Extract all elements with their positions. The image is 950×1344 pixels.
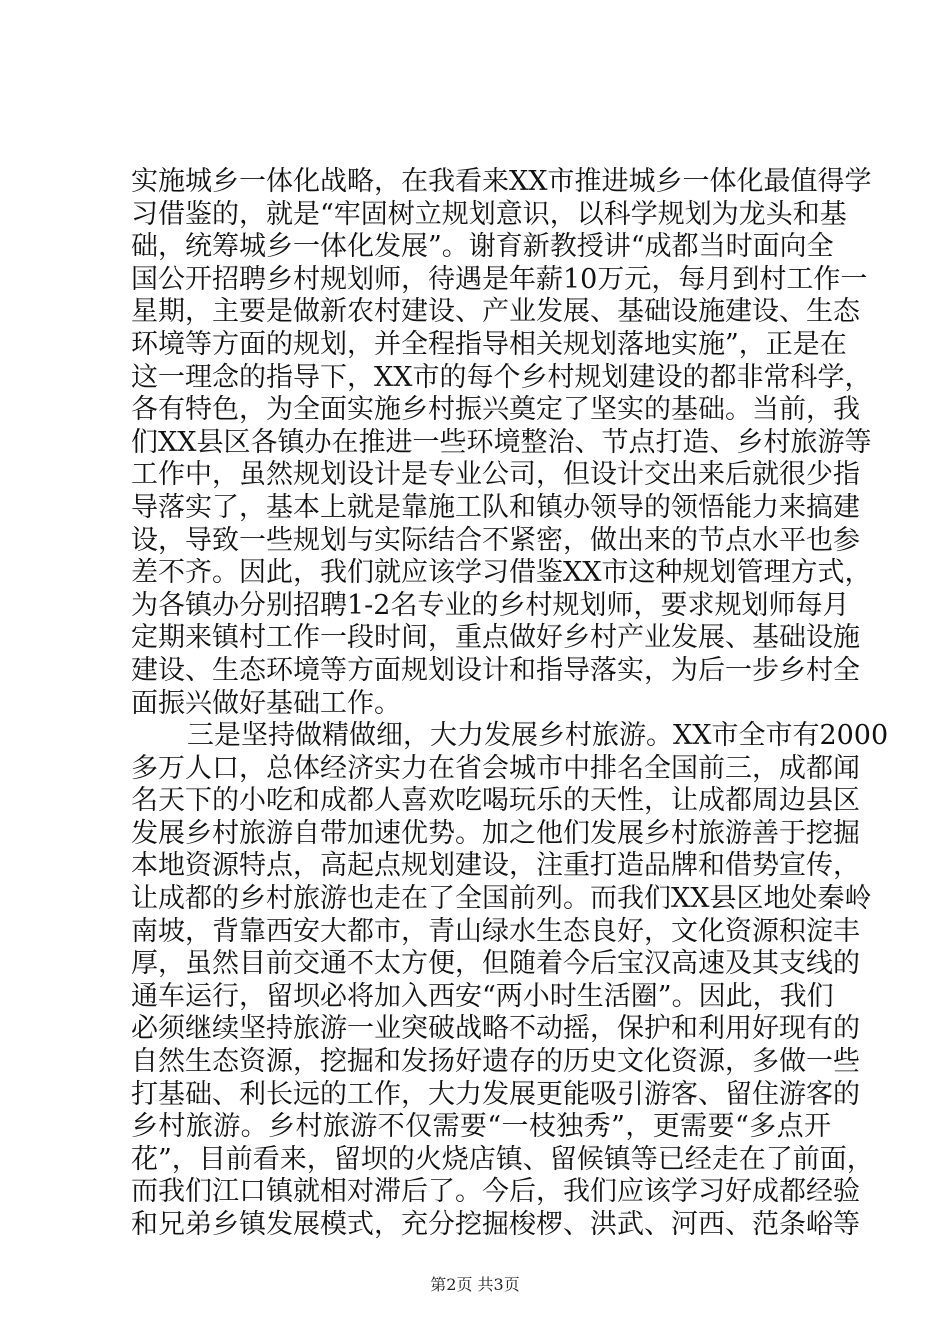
text-line: 环境等方面的规划，并全程指导相关规划落地实施”，正是在	[131, 328, 847, 360]
text-line: 名天下的小吃和成都人喜欢吃喝玩乐的天性，让成都周边县区	[131, 785, 860, 817]
text-line: 自然生态资源，挖掘和发扬好遗存的历史文化资源，多做一些	[131, 1046, 860, 1078]
text-line: 发展乡村旅游自带加速优势。加之他们发展乡村旅游善于挖掘	[131, 817, 860, 849]
text-line: 三是坚持做精做细，大力发展乡村旅游。XX市全市有2000	[187, 720, 889, 752]
text-line: 定期来镇村工作一段时间，重点做好乡村产业发展、基础设施	[131, 622, 860, 654]
text-line: 差不齐。因此，我们就应该学习借鉴XX市这种规划管理方式，	[131, 557, 872, 589]
text-line: 星期，主要是做新农村建设、产业发展、基础设施建设、生态	[131, 296, 860, 328]
text-line: 打基础、利长远的工作，大力发展更能吸引游客、留住游客的	[131, 1078, 860, 1110]
text-line: 让成都的乡村旅游也走在了全国前列。而我们XX县区地处秦岭	[131, 883, 872, 915]
text-line: 而我们江口镇就相对滞后了。今后，我们应该学习好成都经验	[131, 1176, 860, 1208]
text-line: 建设、生态环境等方面规划设计和指导落实，为后一步乡村全	[131, 654, 860, 686]
text-line: 厚，虽然目前交通不太方便，但随着今后宝汉高速及其支线的	[131, 948, 860, 980]
text-line: 南坡，背靠西安大都市，青山绿水生态良好，文化资源积淀丰	[131, 915, 860, 947]
text-line: 导落实了，基本上就是靠施工队和镇办领导的领悟能力来搞建	[131, 491, 860, 523]
page-number: 第2页 共3页	[430, 1275, 520, 1294]
text-line: 乡村旅游。乡村旅游不仅需要“一枝独秀”，更需要“多点开	[131, 1111, 831, 1143]
text-line: 国公开招聘乡村规划师，待遇是年薪10万元，每月到村工作一	[131, 263, 868, 295]
text-line: 这一理念的指导下，XX市的每个乡村规划建设的都非常科学，	[131, 361, 872, 393]
page-footer	[0, 1272, 950, 1295]
paragraph-1	[131, 166, 872, 720]
text-line: 们XX县区各镇办在推进一些环境整治、节点打造、乡村旅游等	[131, 426, 872, 458]
text-line: 各有特色，为全面实施乡村振兴奠定了坚实的基础。当前，我	[131, 394, 860, 426]
text-line: 础，统筹城乡一体化发展”。谢育新教授讲“成都当时面向全	[131, 231, 834, 263]
text-line: 实施城乡一体化战略，在我看来XX市推进城乡一体化最值得学	[131, 166, 872, 197]
text-line: 通车运行，留坝必将加入西安“两小时生活圈”。因此，我们	[131, 980, 834, 1012]
text-line: 工作中，虽然规划设计是专业公司，但设计交出来后就很少指	[131, 459, 860, 491]
text-line: 本地资源特点，高起点规划建设，注重打造品牌和借势宣传，	[131, 850, 860, 882]
text-line: 多万人口，总体经济实力在省会城市中排名全国前三，成都闻	[131, 752, 860, 784]
text-line: 必须继续坚持旅游一业突破战略不动摇，保护和利用好现有的	[131, 1013, 860, 1045]
document-body	[131, 166, 889, 1242]
text-line: 和兄弟乡镇发展模式，充分挖掘梭椤、洪武、河西、范条峪等	[131, 1209, 860, 1240]
text-line: 为各镇办分别招聘1-2名专业的乡村规划师，要求规划师每月	[131, 589, 850, 621]
text-line: 花”，目前看来，留坝的火烧店镇、留候镇等已经走在了前面，	[131, 1143, 874, 1175]
text-line: 习借鉴的，就是“牢固树立规划意识，以科学规划为龙头和基	[131, 198, 847, 230]
text-line: 面振兴做好基础工作。	[131, 687, 401, 719]
text-line: 设，导致一些规划与实际结合不紧密，做出来的节点水平也参	[131, 524, 860, 556]
paragraph-2	[131, 720, 889, 1242]
